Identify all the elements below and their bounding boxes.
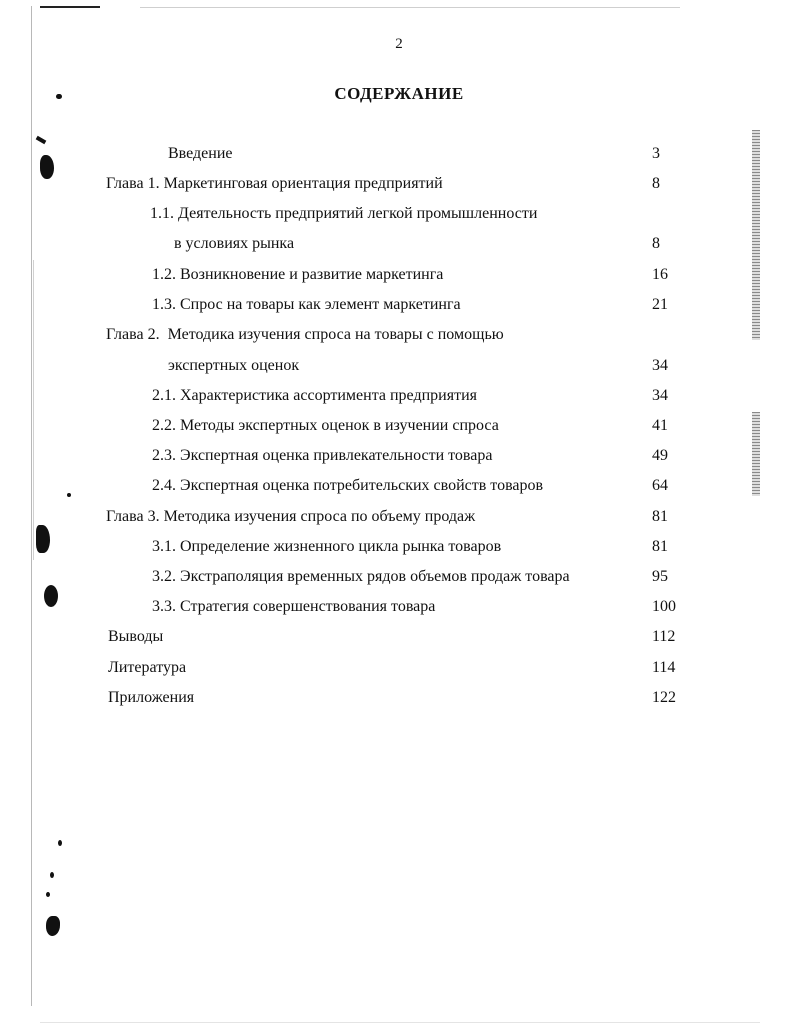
toc-entry-section-1-1: 1.1. Деятельность предприятий легкой промышленности (150, 205, 538, 222)
scan-artifact-line (140, 7, 680, 8)
toc-entry-section-1-2: 1.2. Возникновение и развитие маркетинга (152, 266, 444, 283)
toc-entry-section-2-2: 2.2. Методы экспертных оценок в изучении спроса (152, 417, 499, 434)
toc-entry-chapter-3: Глава 3. Методика изучения спроса по объему продаж (106, 508, 476, 525)
scan-blot (58, 840, 62, 846)
scan-artifact-border (31, 6, 32, 1006)
toc-entry-section-1-3: 1.3. Спрос на товары как элемент маркетинга (152, 296, 461, 313)
page-number: 2 (395, 36, 403, 52)
toc-entry-section-3-2: 3.2. Экстраполяция временных рядов объемов продаж товара (152, 568, 570, 585)
toc-page-number: 16 (652, 266, 668, 283)
toc-page-number: 49 (652, 447, 668, 464)
scan-blot (36, 525, 50, 553)
toc-page-number: 122 (652, 689, 676, 706)
scan-edge-strip (752, 412, 760, 496)
toc-entry-section-2-1: 2.1. Характеристика ассортимента предприятия (152, 387, 477, 404)
toc-entry-chapter-1: Глава 1. Маркетинговая ориентация предприятий (106, 175, 443, 192)
toc-entry-section-3-3: 3.3. Стратегия совершенствования товара (152, 598, 436, 615)
toc-entry-chapter-2: Глава 2. Методика изучения спроса на товары с помощью (106, 326, 504, 343)
toc-page-number: 100 (652, 598, 676, 615)
toc-page-number: 3 (652, 145, 660, 162)
toc-page-number: 8 (652, 235, 660, 252)
toc-page-number: 112 (652, 628, 676, 645)
toc-page-number: 34 (652, 357, 668, 374)
scan-blot (46, 892, 50, 897)
scan-blot (40, 155, 54, 179)
scan-artifact-line (40, 6, 100, 8)
toc-page-number: 64 (652, 477, 668, 494)
toc-title: СОДЕРЖАНИЕ (334, 84, 464, 103)
toc-entry-introduction: Введение (168, 145, 233, 162)
toc-page-number: 81 (652, 538, 668, 555)
toc-entry-literature: Литература (108, 659, 187, 676)
toc-page-number: 34 (652, 387, 668, 404)
toc-entry-section-3-1: 3.1. Определение жизненного цикла рынка товаров (152, 538, 502, 555)
toc-page-number: 21 (652, 296, 668, 313)
scan-blot (36, 136, 47, 144)
toc-entry-section-1-1-cont: в условиях рынка (174, 235, 295, 252)
toc-page-number: 95 (652, 568, 668, 585)
toc-page-number: 8 (652, 175, 660, 192)
toc-page-number: 81 (652, 508, 668, 525)
toc-entry-conclusions: Выводы (108, 628, 164, 645)
scan-blot (67, 493, 71, 497)
toc-page-number: 41 (652, 417, 668, 434)
scan-blot (44, 585, 58, 607)
scan-artifact-border (33, 260, 34, 560)
scan-blot (46, 916, 60, 936)
scan-blot (50, 872, 54, 878)
toc-entry-section-2-3: 2.3. Экспертная оценка привлекательности товара (152, 447, 493, 464)
scan-edge-strip (752, 130, 760, 340)
toc-entry-section-2-4: 2.4. Экспертная оценка потребительских свойств товаров (152, 477, 544, 494)
toc-page-number: 114 (652, 659, 676, 676)
toc-entry-chapter-2-cont: экспертных оценок (168, 357, 300, 374)
scan-artifact-line (40, 1022, 760, 1023)
toc-entry-appendices: Приложения (108, 689, 195, 706)
